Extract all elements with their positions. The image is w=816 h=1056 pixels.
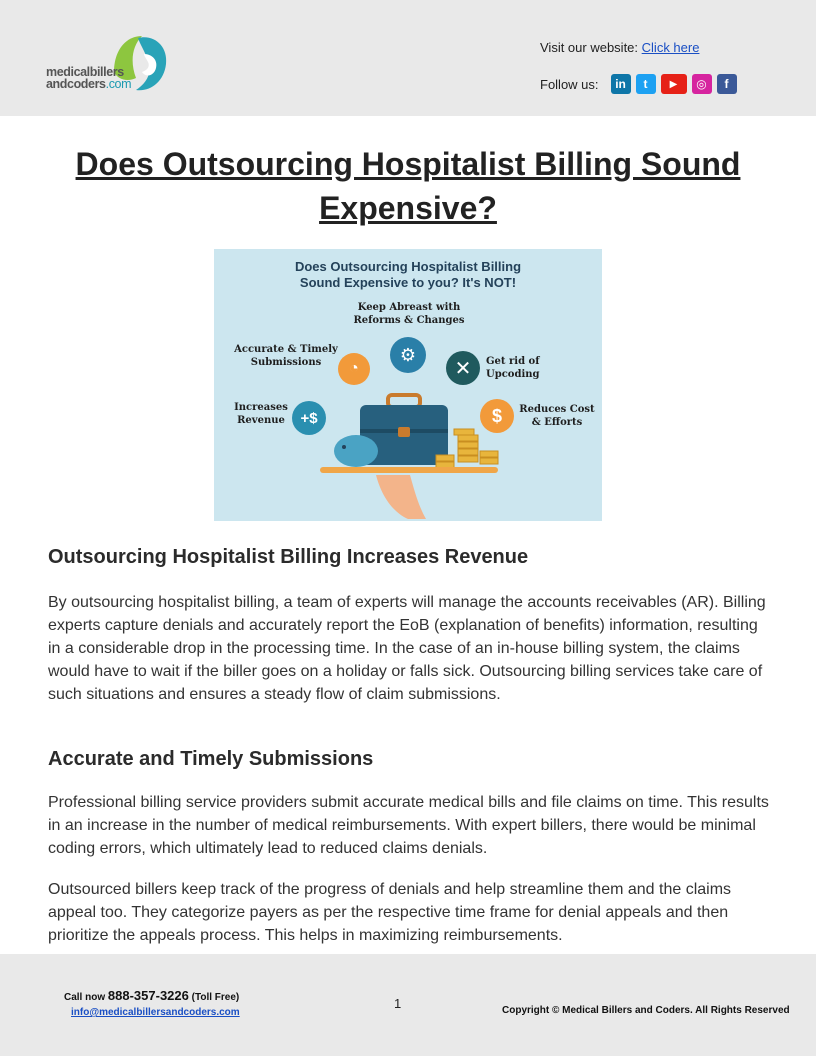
copyright: Copyright © Medical Billers and Coders. All Rights Reserved bbox=[502, 1005, 790, 1016]
youtube-icon[interactable]: ▶ bbox=[661, 74, 687, 94]
gear-icon: ⚙ bbox=[390, 337, 426, 373]
company-logo[interactable] bbox=[46, 32, 176, 96]
paragraph-accurate-1: Professional billing service providers submit accurate medical bills and file claims on time. This results in an increase in the number of medical reimbursements. With expert billers, there would be minimal coding errors, which ultimately lead to reduced claims denials. bbox=[48, 794, 769, 857]
logo-text: medicalbillers andcoders.com bbox=[46, 65, 132, 91]
email-link[interactable]: info@medicalbillersandcoders.com bbox=[71, 1007, 240, 1018]
cancel-icon: ✕ bbox=[446, 351, 480, 385]
website-link[interactable]: Click here bbox=[641, 40, 700, 55]
call-now: Call now 888-357-3226 (Toll Free) bbox=[64, 988, 240, 1003]
page-header bbox=[0, 0, 816, 116]
tray-illustration bbox=[214, 249, 602, 521]
clock-icon: ◔ bbox=[338, 353, 370, 385]
page-number: 1 bbox=[394, 996, 402, 1011]
dollar-plus-icon: +$ bbox=[292, 401, 326, 435]
dollar-icon: $ bbox=[480, 399, 514, 433]
label-upcoding: Get rid of Upcoding bbox=[486, 356, 540, 380]
label-revenue: Increases Revenue bbox=[234, 402, 288, 426]
paragraph-accurate-2: Outsourced billers keep track of the progress of denials and help streamline them and the claims appeal too. They categorize payers as per the respective time frame for denial appeals and then prioritize the appeals process. This helps in maximizing reimbursements. bbox=[48, 881, 732, 944]
label-cost: Reduces Cost & Efforts bbox=[519, 404, 595, 428]
paragraph-revenue: By outsourcing hospitalist billing, a team of experts will manage the accounts receivables (AR). Billing experts capture denials and accurately report the EoB (explanation of benefits) information, resulting in a considerable drop in the processing time. In the case of an in-house billing system, the claims would have to wait if the biller goes on a holiday or falls sick. Outsourcing billing services take care of such situations and ensures a steady flow of claim submissions. bbox=[48, 594, 766, 703]
page-title: Does Outsourcing Hospitalist Billing Sound Expensive? bbox=[75, 146, 741, 226]
label-accurate: Accurate & Timely Submissions bbox=[234, 344, 338, 368]
infographic bbox=[214, 249, 602, 521]
follow-us: Follow us: in t ▶ ◎ f bbox=[540, 74, 737, 94]
twitter-icon[interactable]: t bbox=[636, 74, 656, 94]
phone-number[interactable]: 888-357-3226 bbox=[107, 988, 189, 1003]
instagram-icon[interactable]: ◎ bbox=[692, 74, 712, 94]
section-heading-revenue: Outsourcing Hospitalist Billing Increases Revenue bbox=[48, 546, 529, 568]
section-heading-accurate: Accurate and Timely Submissions bbox=[48, 748, 374, 770]
linkedin-icon[interactable]: in bbox=[611, 74, 631, 94]
visit-website: Visit our website: Click here bbox=[540, 40, 700, 55]
label-keep-abreast: Keep Abreast with Reforms & Changes bbox=[353, 302, 465, 326]
infographic-title: Does Outsourcing Hospitalist Billing Sound Expensive to you? It's NOT! bbox=[294, 259, 522, 290]
facebook-icon[interactable]: f bbox=[717, 74, 737, 94]
